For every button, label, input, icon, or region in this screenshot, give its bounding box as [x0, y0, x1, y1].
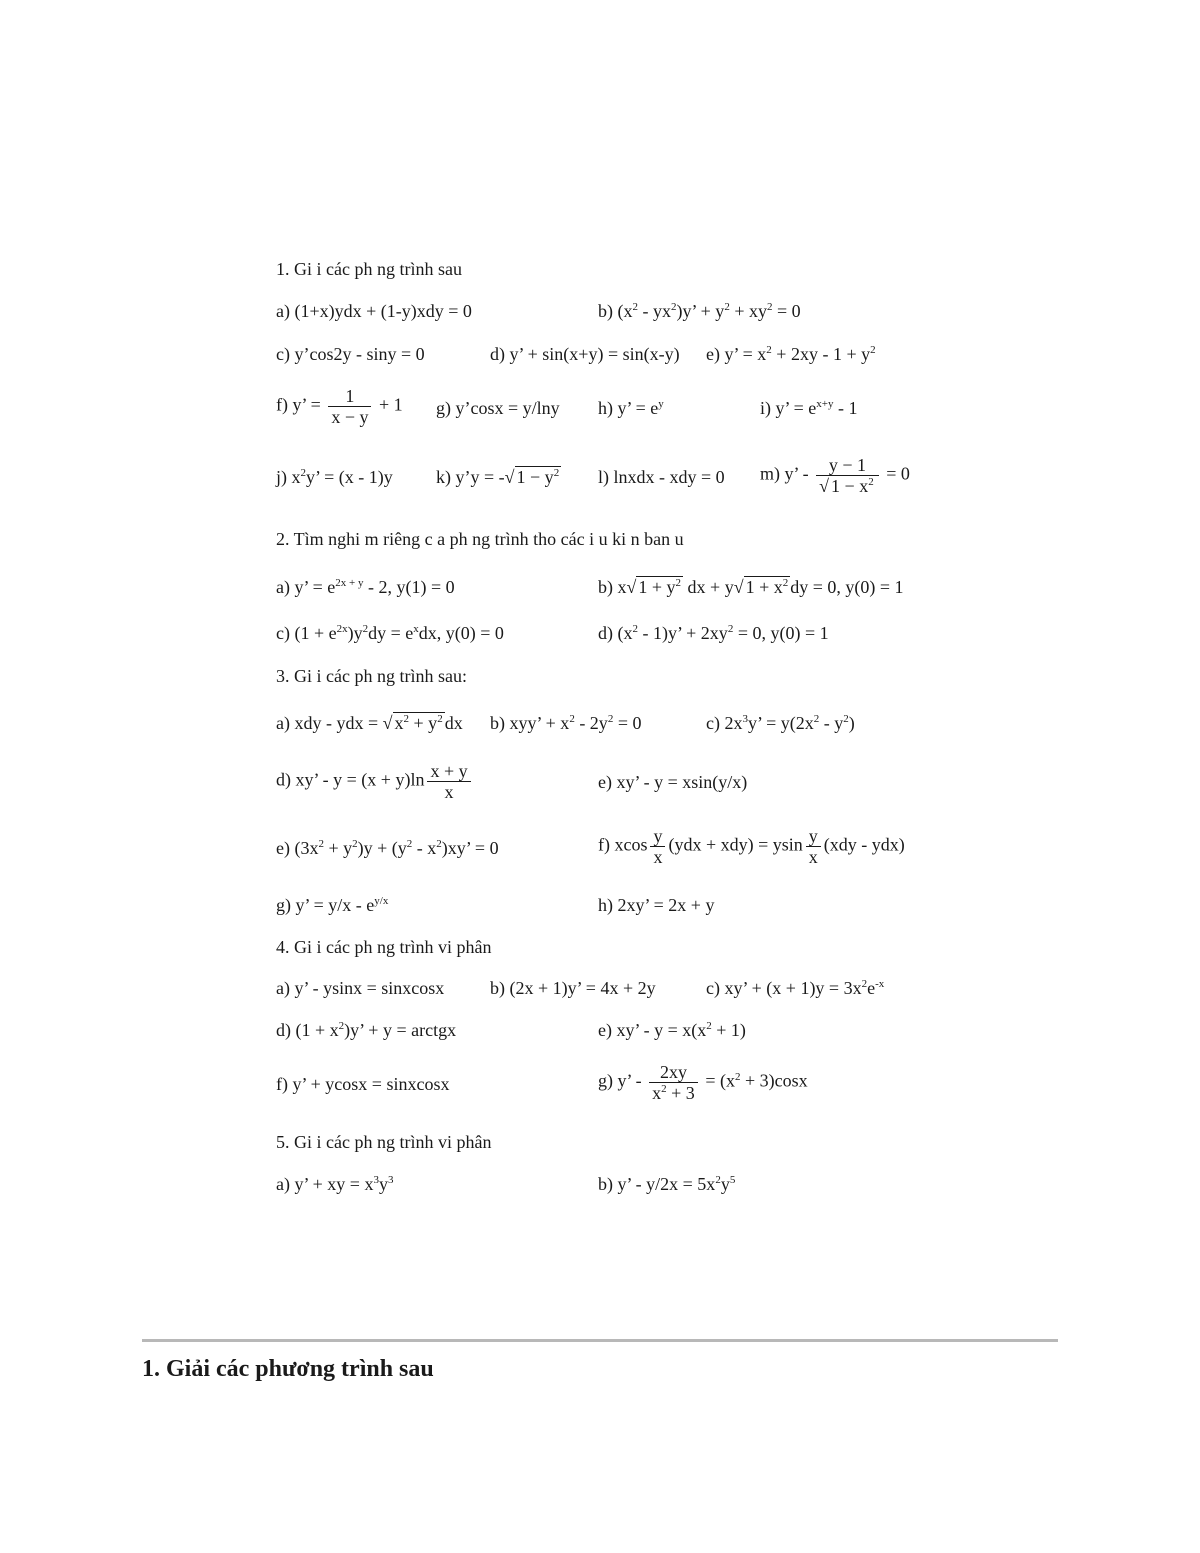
problem-1k: k) y’y = -√ $1 - y^2$	[436, 467, 560, 487]
problem-1i: i) y’ = $e^{x+y} - 1$	[760, 398, 858, 418]
footer-heading: 1. Giải các phương trình sau	[142, 1356, 434, 1382]
problem-1h: h) y’ = $e^y$	[598, 398, 664, 418]
problem-1a: a) (1+x)ydx + (1-y)xdy = 0	[276, 301, 472, 321]
section-3-heading: 3. Gi i các ph ng trình sau:	[276, 666, 467, 686]
fraction: $\frac{1}{x - y}$	[328, 386, 371, 427]
problem-5b: b) y’ - $y/2x = 5x^2y^5$	[598, 1174, 736, 1194]
problem-2d: d) $(x^2 - 1)y$’ + $2xy^2 = 0$, y(0) = 1	[598, 623, 829, 643]
problem-1e: e) y’ = $x^2 + 2xy - 1 + y^2$	[706, 344, 876, 364]
problem-2b: b) x√ $1 + y^2$ dx + y√ $1 + x^2$ dy = 0, y(0) = 1	[598, 577, 904, 597]
problem-3c: c) $2x^3y$’ = $y(2x^2 - y^2)$	[706, 713, 855, 733]
problem-4b: b) (2x + 1)y’ = 4x + 2y	[490, 978, 656, 998]
problem-3d: d) xy’ - y = (x + y)ln $\frac{x + y}{x}$	[276, 761, 474, 802]
fraction: $\frac{y}{x}$	[650, 826, 665, 867]
problem-5a: a) y’ + xy = $x^3y^3$	[276, 1174, 394, 1194]
section-2-heading: 2. Tìm nghi m riêng c a ph ng trình tho các i u ki n ban u	[276, 529, 684, 549]
section-1-heading: 1. Gi i các ph ng trình sau	[276, 259, 462, 279]
problem-3g: g) y’ = $y/x - e^{y/x}$	[276, 895, 389, 915]
problem-3e-first: e) xy’ - y = xsin(y/x)	[598, 772, 748, 792]
problem-4a: a) y’ - ysinx = sinxcosx	[276, 978, 445, 998]
problem-2a: a) y’ = $e^{2x + y} - 2$, y(1) = 0	[276, 577, 455, 597]
radical: √ $x^2 + y^2$	[382, 713, 443, 733]
problem-1b: b) $(x^2 - yx^2)y$’ + $y^2 + xy^2 = 0$	[598, 301, 801, 321]
section-4-heading: 4. Gi i các ph ng trình vi phân	[276, 937, 492, 957]
problem-3f: f) xcos $\frac{y}{x}$ (ydx + xdy) = ysin $\frac{y}{x}$ (xdy - ydx)	[598, 826, 905, 867]
problem-1c: c) y’cos2y - siny = 0	[276, 344, 425, 364]
page-divider	[142, 1339, 1058, 1342]
fraction: $\frac{y}{x}$	[806, 826, 821, 867]
problem-1m: m) y’ - $\frac{y - 1}{√ 1 - x^2}$ = 0	[760, 455, 910, 496]
problem-3h: h) 2xy’ = 2x + y	[598, 895, 715, 915]
radical: √ $1 - y^2$	[504, 467, 560, 487]
problem-1l: l) lnxdx - xdy = 0	[598, 467, 725, 487]
problem-3a: a) xdy - ydx = √ $x^2 + y^2$ dx	[276, 713, 463, 733]
problem-4c: c) xy’ + $(x + 1)y = 3x^2e^{-x}$	[706, 978, 885, 998]
problem-4d: d) $(1 + x^2)y$’ + y = arctgx	[276, 1020, 457, 1040]
problem-1d: d) y’ + sin(x+y) = sin(x-y)	[490, 344, 680, 364]
fraction: $\frac{x + y}{x}$	[427, 761, 470, 802]
problem-3e-second: e) $(3x^2 + y^2)y + (y^2 - x^2)xy$’ = 0	[276, 838, 499, 858]
problem-4f: f) y’ + ycosx = sinxcosx	[276, 1074, 450, 1094]
problem-4g: g) y’ - $\frac{2xy}{x^2 + 3}$ = $(x^2 + 3)\cos x$	[598, 1062, 808, 1103]
problem-1g: g) y’cosx = y/lny	[436, 398, 560, 418]
problem-2c: c) $(1 + e^{2x})y^2dy = e^xdx$, y(0) = 0	[276, 623, 504, 643]
fraction: $\frac{2xy}{x^2 + 3}$	[649, 1062, 698, 1103]
radical: √ $1 + x^2$	[733, 577, 789, 597]
radical: √ $1 + y^2$	[626, 577, 682, 597]
problem-1f: f) y’ = $\frac{1}{x - y}$ + 1	[276, 386, 403, 427]
fraction: $\frac{y - 1}{√ 1 - x^2}$	[816, 455, 879, 496]
problem-3b: b) xyy’ + $x^2 - 2y^2 = 0$	[490, 713, 642, 733]
problem-1j: j) $x^2y$’ = (x - 1)y	[276, 467, 393, 487]
problem-4e: e) xy’ - $y = x(x^2 + 1)$	[598, 1020, 746, 1040]
section-5-heading: 5. Gi i các ph ng trình vi phân	[276, 1132, 492, 1152]
